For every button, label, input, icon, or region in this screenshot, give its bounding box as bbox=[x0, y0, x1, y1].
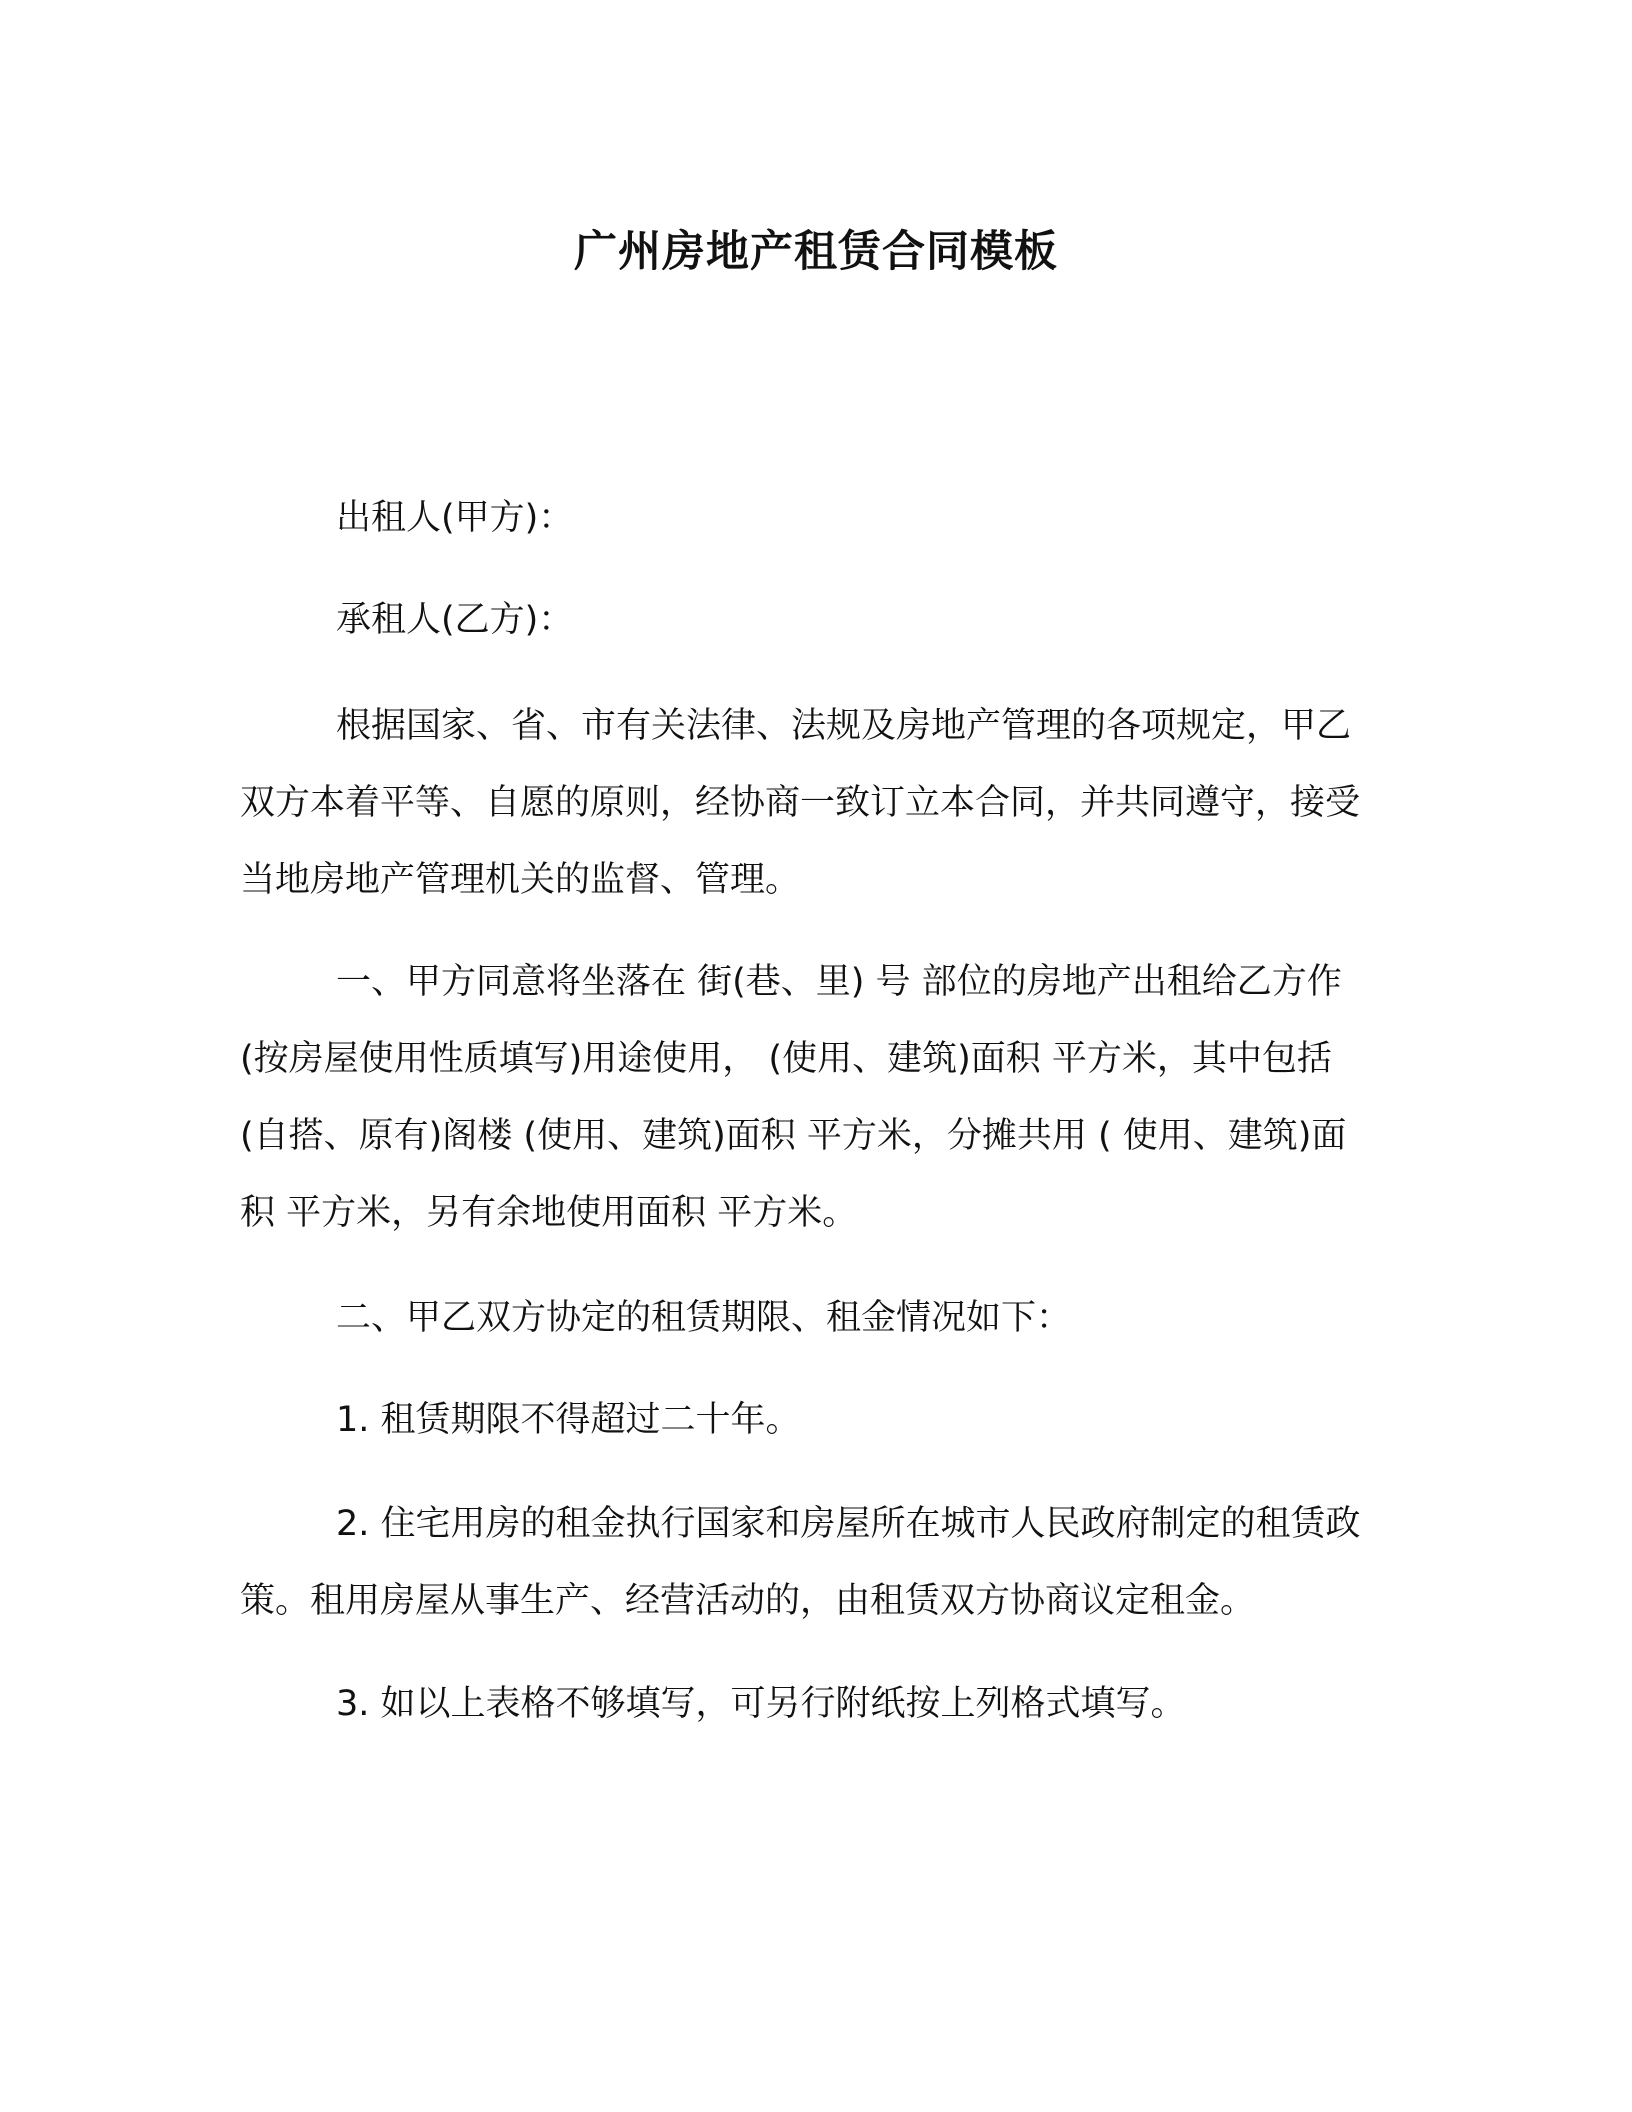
lessor-line: 出租人(甲方)： bbox=[336, 498, 574, 538]
clause-2-item-3: 3. 如以上表格不够填写，可另行附纸按上列格式填写。 bbox=[336, 1684, 1186, 1724]
preamble-paragraph: 根据国家、省、市有关法律、法规及房地产管理的各项规定，甲乙双方本着平等、自愿的原则，经协商一致订立本合同，并共同遵守，接受当地房地产管理机关的监督、管理。 bbox=[240, 706, 1361, 900]
document-title: 广州房地产租赁合同模板 bbox=[574, 227, 1058, 277]
clause-1-paragraph: 一、甲方同意将坐落在 街(巷、里) 号 部位的房地产出租给乙方作 (按房屋使用性质填写)用途使用， (使用、建筑)面积 平方米，其中包括 (自搭、原有)阁楼 (使用、建筑)面积 平方米，分摊共用 ( 使用、建筑)面积 平方米，另有余地使用面积 平方米。 bbox=[240, 962, 1347, 1233]
clause-2-item-1: 1. 租赁期限不得超过二十年。 bbox=[336, 1400, 801, 1440]
clause-2-heading: 二、甲乙双方协定的租赁期限、租金情况如下： bbox=[336, 1298, 1072, 1338]
lessee-line: 承租人(乙方)： bbox=[336, 600, 574, 640]
clause-2-item-2: 2. 住宅用房的租金执行国家和房屋所在城市人民政府制定的租赁政策。租用房屋从事生产、经营活动的，由租赁双方协商议定租金。 bbox=[240, 1504, 1361, 1621]
